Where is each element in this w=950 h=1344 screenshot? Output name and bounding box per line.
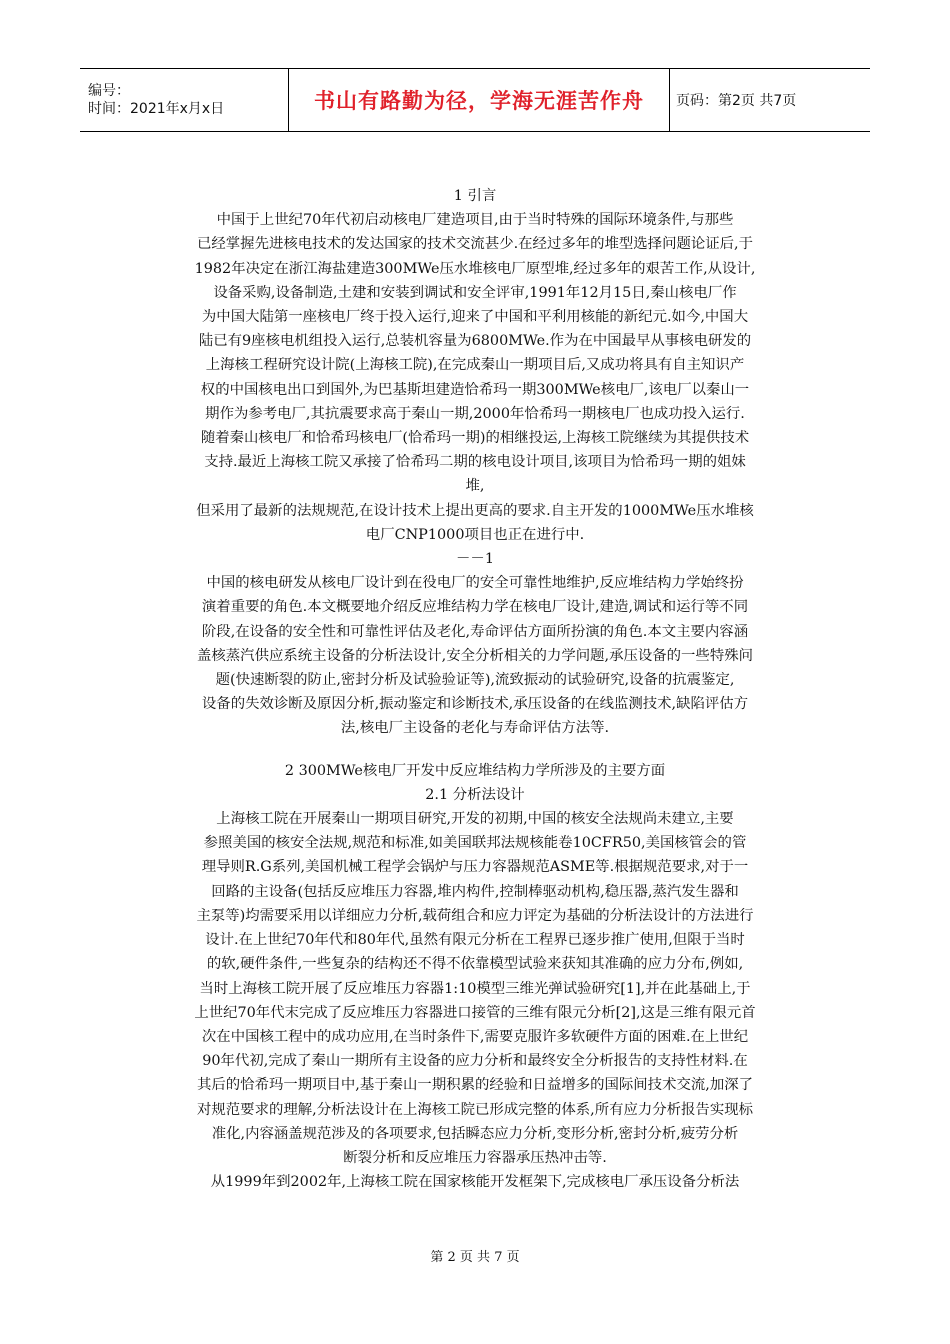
footer-page-number: 第 2 页 共 7 页 [430,1250,520,1265]
page-footer [0,1246,950,1265]
text-line: 回路的主设备(包括反应堆压力容器,堆内构件,控制棒驱动机构,稳压器,蒸汽发生器和 [211,883,739,900]
section-1-title: 1 引言 [453,188,497,204]
text-line: 支持.最近上海核工院又承接了恰希玛二期的核电设计项目,该项目为恰希玛一期的姐妹 [204,454,746,471]
header-motto-cell [288,69,670,131]
header-page-cell [670,69,870,131]
section-2-title: 2 300MWe核电厂开发中反应堆结构力学所涉及的主要方面 [284,762,666,779]
page-header [80,68,870,132]
text-line: 中国的核电研发从核电厂设计到在役电厂的安全可靠性地维护,反应堆结构力学始终扮 [206,575,744,592]
page-marker: －－1 [456,551,494,568]
document-body [140,184,810,1194]
text-line: 对规范要求的理解,分析法设计在上海核工院已形成完整的体系,所有应力分析报告实现标 [197,1101,753,1118]
section-2-paragraph-1 [140,807,810,1194]
text-line: 1982年决定在浙江海盐建造300MWe压水堆核电厂原型堆,经过多年的艰苦工作,从设计, [194,260,756,277]
text-line: 盖核蒸汽供应系统主设备的分析法设计,安全分析相关的力学问题,承压设备的一些特殊问 [197,647,753,664]
text-line: 设备的失效诊断及原因分析,振动鉴定和诊断技术,承压设备的在线监测技术,缺陷评估方 [201,696,749,713]
text-line: 法,核电厂主设备的老化与寿命评估方法等. [340,720,610,737]
text-line: 理导则R.G系列,美国机械工程学会锅炉与压力容器规范ASME等.根据规范要求,对于一 [201,859,749,876]
text-line: 上海核工院在开展秦山一期项目研究,开发的初期,中国的核安全法规尚未建立,主要 [216,811,734,828]
section-2-1-title: 2.1 分析法设计 [425,786,525,803]
text-line: 90年代初,完成了秦山一期所有主设备的应力分析和最终安全分析报告的支持性材料.在 [202,1053,748,1070]
section-1-paragraph-2 [140,571,810,740]
header-meta [80,69,288,131]
text-line: 为中国大陆第一座核电厂终于投入运行,迎来了中国和平利用核能的新纪元.如今,中国大 [201,309,749,326]
text-line: 参照美国的核安全法规,规范和标准,如美国联邦法规核能卷10CFR50,美国核管会的管 [203,835,747,852]
text-line: 的软,硬件条件,一些复杂的结构还不得不依靠模型试验来获知其准确的应力分布,例如, [206,956,744,973]
header-page-label: 页码：第2页 共7页 [676,93,797,109]
text-line: 权的中国核电出口到国外,为巴基斯坦建造恰希玛一期300MWe核电厂,该电厂以秦山一 [200,381,750,398]
text-line: 阶段,在设备的安全性和可靠性评估及老化,寿命评估方面所扮演的角色.本文主要内容涵 [201,623,749,640]
text-line: 上世纪70年代末完成了反应堆压力容器进口接管的三维有限元分析[2],这是三维有限元首 [194,1004,756,1021]
text-line: 题(快速断裂的防止,密封分析及试验验证等),流致振动的试验研究,设备的抗震鉴定, [215,672,735,689]
section-gap [140,741,810,759]
time-label: 时间：2021年x月x日 [88,101,225,117]
text-line: 随着秦山核电厂和恰希玛核电厂(恰希玛一期)的相继投运,上海核工院继续为其提供技术 [200,430,750,447]
text-line: 演着重要的角色.本文概要地介绍反应堆结构力学在核电厂设计,建造,调试和运行等不同 [201,599,749,616]
number-label: 编号： [88,83,130,99]
text-line: 期作为参考电厂,其抗震要求高于秦山一期,2000年恰希玛一期核电厂也成功投入运行. [205,405,745,422]
text-line: 设备采购,设备制造,土建和安装到调试和安全评审,1991年12月15日,秦山核电厂作 [213,284,737,301]
text-line: 陆已有9座核电机组投入运行,总装机容量为6800MWe.作为在中国最早从事核电研发的 [198,333,752,350]
text-line: 中国于上世纪70年代初启动核电厂建造项目,由于当时特殊的国际环境条件,与那些 [216,212,734,229]
text-line: 已经掌握先进核电技术的发达国家的技术交流甚少.在经过多年的堆型选择问题论证后,于 [197,236,753,253]
text-line: 主泵等)均需要采用以详细应力分析,载荷组合和应力评定为基础的分析法设计的方法进行 [196,907,754,924]
text-line: 断裂分析和反应堆压力容器承压热冲击等. [343,1149,607,1166]
text-line: 设计.在上世纪70年代和80年代,虽然有限元分析在工程界已逐步推广使用,但限于当时 [205,932,745,949]
header-motto: 书山有路勤为径，学海无涯苦作舟 [314,89,644,113]
text-line: 电厂CNP1000项目也正在进行中. [365,526,585,543]
text-line: 当时上海核工院开展了反应堆压力容器1:10模型三维光弹试验研究[1],并在此基础上,于 [199,980,751,997]
text-line: 堆, [465,478,485,495]
text-line: 其后的恰希玛一期项目中,基于秦山一期积累的经验和日益增多的国际间技术交流,加深了 [197,1077,753,1094]
text-line: 次在中国核工程中的成功应用,在当时条件下,需要克服许多软硬件方面的困难.在上世纪 [201,1028,749,1045]
section-1-paragraph-1 [140,208,810,547]
text-line: 准化,内容涵盖规范涉及的各项要求,包括瞬态应力分析,变形分析,密封分析,疲劳分析 [211,1125,739,1142]
text-line: 但采用了最新的法规规范,在设计技术上提出更高的要求.自主开发的1000MWe压水堆核 [196,502,754,519]
text-line: 从1999年到2002年,上海核工院在国家核能开发框架下,完成核电厂承压设备分析法 [210,1174,740,1191]
text-line: 上海核工程研究设计院(上海核工院),在完成秦山一期项目后,又成功将具有自主知识产 [205,357,745,374]
